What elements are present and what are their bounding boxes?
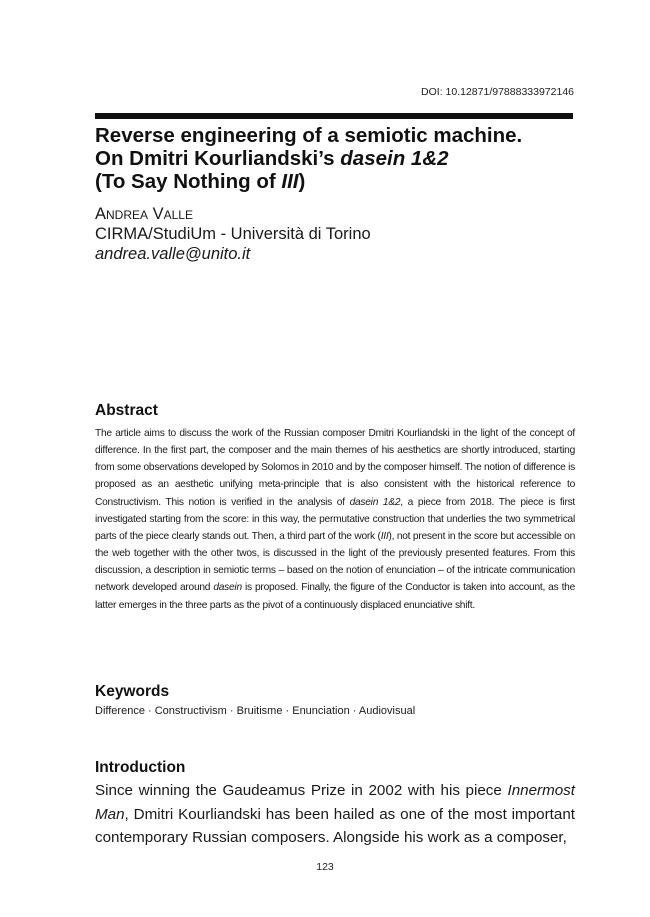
author-email: andrea.valle@unito.it — [95, 245, 251, 263]
introduction-heading: Introduction — [95, 759, 186, 776]
author-name: Andrea Valle — [95, 205, 193, 223]
paper-title — [95, 124, 575, 193]
keywords-heading: Keywords — [95, 683, 170, 700]
doi-label: DOI: 10.12871/97888333972146 — [421, 86, 574, 98]
introduction-text — [95, 779, 575, 850]
title-line-3-italic: III — [281, 170, 299, 193]
title-rule — [95, 113, 573, 119]
author-affiliation: CIRMA/StudiUm - Università di Torino — [95, 225, 371, 243]
abstract-text-part-3: ), not present in the score but accessible on the web together with the other twos, is discussed in the light of the previously presented features. From this discussion, a description in semiotic terms – based on the notion of enunciation – of the intricate communication network developed around — [95, 530, 575, 594]
intro-text-part-2: , Dmitri Kourliandski has been hailed as one of the most important contemporary Russian composers. Alongside his work as a composer, — [95, 805, 575, 846]
title-line-2-italic: dasein 1&2 — [340, 147, 449, 170]
abstract-text — [95, 425, 575, 614]
title-line-2 — [95, 147, 575, 170]
title-line-2-text: On Dmitri Kourliandski’s — [95, 147, 341, 170]
title-line-1: Reverse engineering of a semiotic machine. — [95, 124, 523, 147]
abstract-heading: Abstract — [95, 402, 158, 419]
author-block — [95, 204, 575, 264]
keywords-list: Difference · Constructivism · Bruitisme · Enunciation · Audiovisual — [95, 705, 416, 717]
title-line-3-text: (To Say Nothing of — [95, 170, 282, 193]
title-line-3 — [95, 170, 575, 193]
abstract-text-part-2: , a piece from 2018. The piece is first investigated starting from the score: in this way, the permutative construction that underlies the two symmetrical parts of the piece clearly stands out. Then, a third part of the work ( — [95, 496, 576, 542]
abstract-italic-2: III — [380, 530, 389, 542]
title-line-3-suffix: ) — [298, 170, 306, 193]
abstract-text-part-1: The article aims to discuss the work of the Russian composer Dmitri Kourliandski in the light of the concept of difference. In the first part, the composer and the main themes of his aesthetics are shortly introduced, starting from some observations developed by Solomos in 2010 and by the composer himself. The notion of difference is proposed as an aesthetic unifying meta-principle that is also consistent with the historical reference to Constructivism. This notion is verified in the analysis of — [95, 428, 575, 508]
abstract-text-part-4: is proposed. Finally, the figure of the Conductor is taken into account, as the latter emerges in the three parts as the pivot of a continuously displaced enunciative shift. — [95, 582, 575, 611]
abstract-italic-1: dasein 1&2 — [349, 496, 401, 508]
abstract-italic-3: dasein — [213, 582, 242, 594]
page-number: 123 — [316, 861, 334, 873]
intro-text-part-1: Since winning the Gaudeamus Prize in 2002 with his piece — [95, 782, 508, 799]
intro-italic-1: Innermost Man — [95, 782, 575, 823]
